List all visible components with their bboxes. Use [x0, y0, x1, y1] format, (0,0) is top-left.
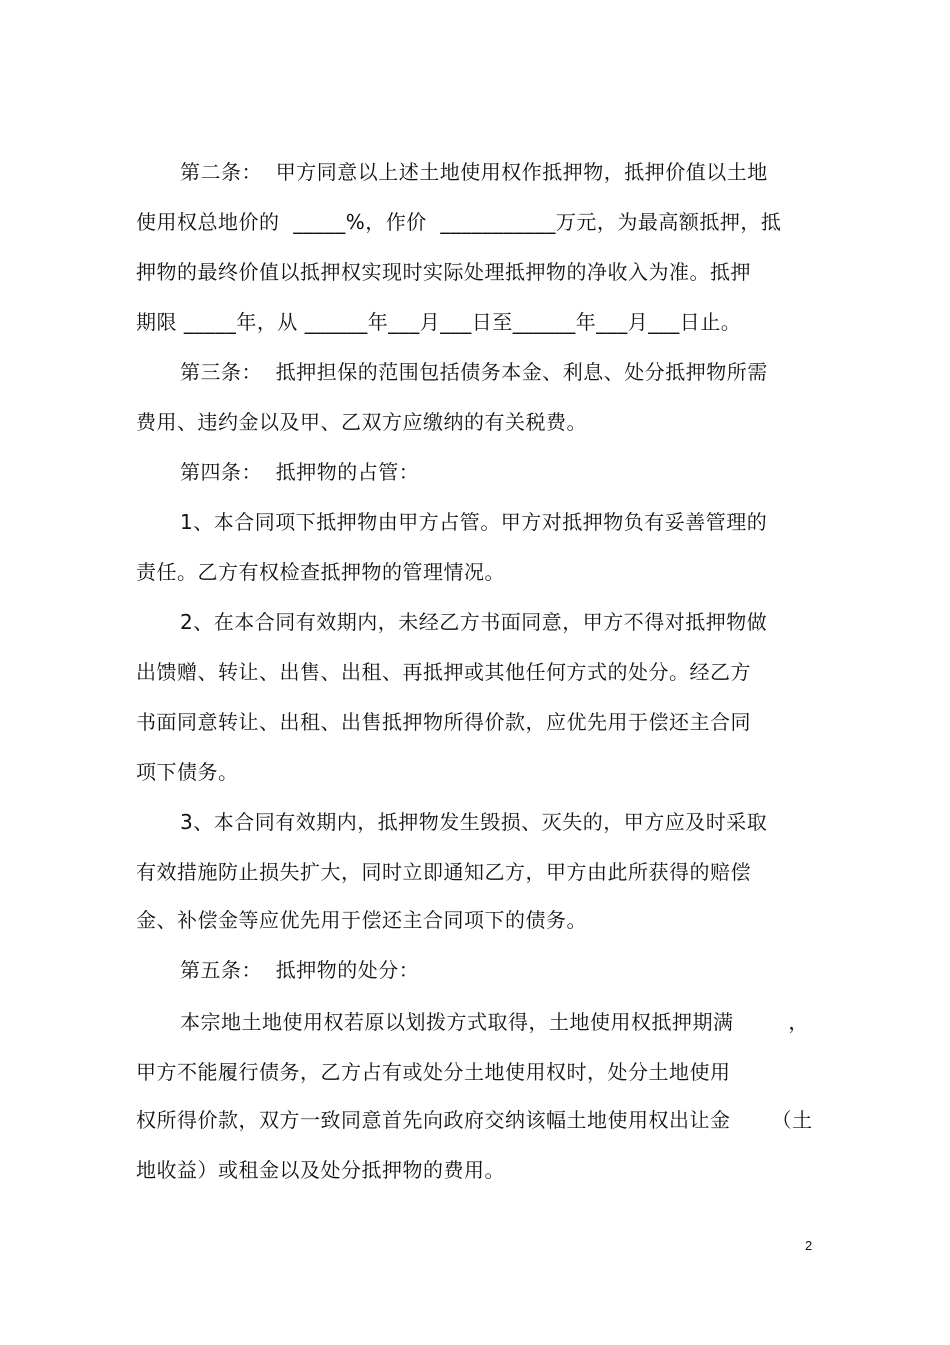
text-line: 1、本合同项下抵押物由甲方占管。甲方对抵押物负有妥善管理的 [180, 510, 768, 534]
text-line: 使用权总地价的 _____%，作价 ___________万元，为最高额抵押，抵 [136, 210, 782, 234]
text-line: 本宗地土地使用权若原以划拨方式取得，土地使用权抵押期满 ， [180, 1010, 809, 1034]
text-line: 书面同意转让、出租、出售抵押物所得价款，应优先用于偿还主合同 [136, 710, 751, 734]
text-line: 金、补偿金等应优先用于偿还主合同项下的债务。 [136, 908, 587, 932]
text-line: 责任。乙方有权检查抵押物的管理情况。 [136, 560, 505, 584]
text-line: 权所得价款，双方一致同意首先向政府交纳该幅土地使用权出让金 （土 [136, 1108, 813, 1132]
text-line: 3、本合同有效期内，抵押物发生毁损、灭失的，甲方应及时采取 [180, 810, 768, 834]
text-line: 期限 _____年，从 ______年___月___日至______年___月___日止。 [136, 310, 742, 334]
text-line: 有效措施防止损失扩大，同时立即通知乙方，甲方由此所获得的赔偿 [136, 860, 751, 884]
text-line: 第五条： 抵押物的处分： [180, 958, 420, 982]
text-line: 第三条： 抵押担保的范围包括债务本金、利息、处分抵押物所需 [180, 360, 768, 384]
text-line: 2、在本合同有效期内，未经乙方书面同意，甲方不得对抵押物做 [180, 610, 768, 634]
page-number: 2 [805, 1238, 813, 1253]
text-line: 费用、违约金以及甲、乙双方应缴纳的有关税费。 [136, 410, 587, 434]
text-line: 第二条： 甲方同意以上述土地使用权作抵押物，抵押价值以土地 [180, 160, 768, 184]
text-line: 出馈赠、转让、出售、出租、再抵押或其他任何方式的处分。经乙方 [136, 660, 751, 684]
text-line: 项下债务。 [136, 760, 239, 784]
text-line: 押物的最终价值以抵押权实现时实际处理抵押物的净收入为准。抵押 [136, 260, 751, 284]
text-line: 第四条： 抵押物的占管： [180, 460, 420, 484]
text-line: 地收益）或租金以及处分抵押物的费用。 [136, 1158, 505, 1182]
text-line: 甲方不能履行债务，乙方占有或处分土地使用权时，处分土地使用 [136, 1060, 731, 1084]
